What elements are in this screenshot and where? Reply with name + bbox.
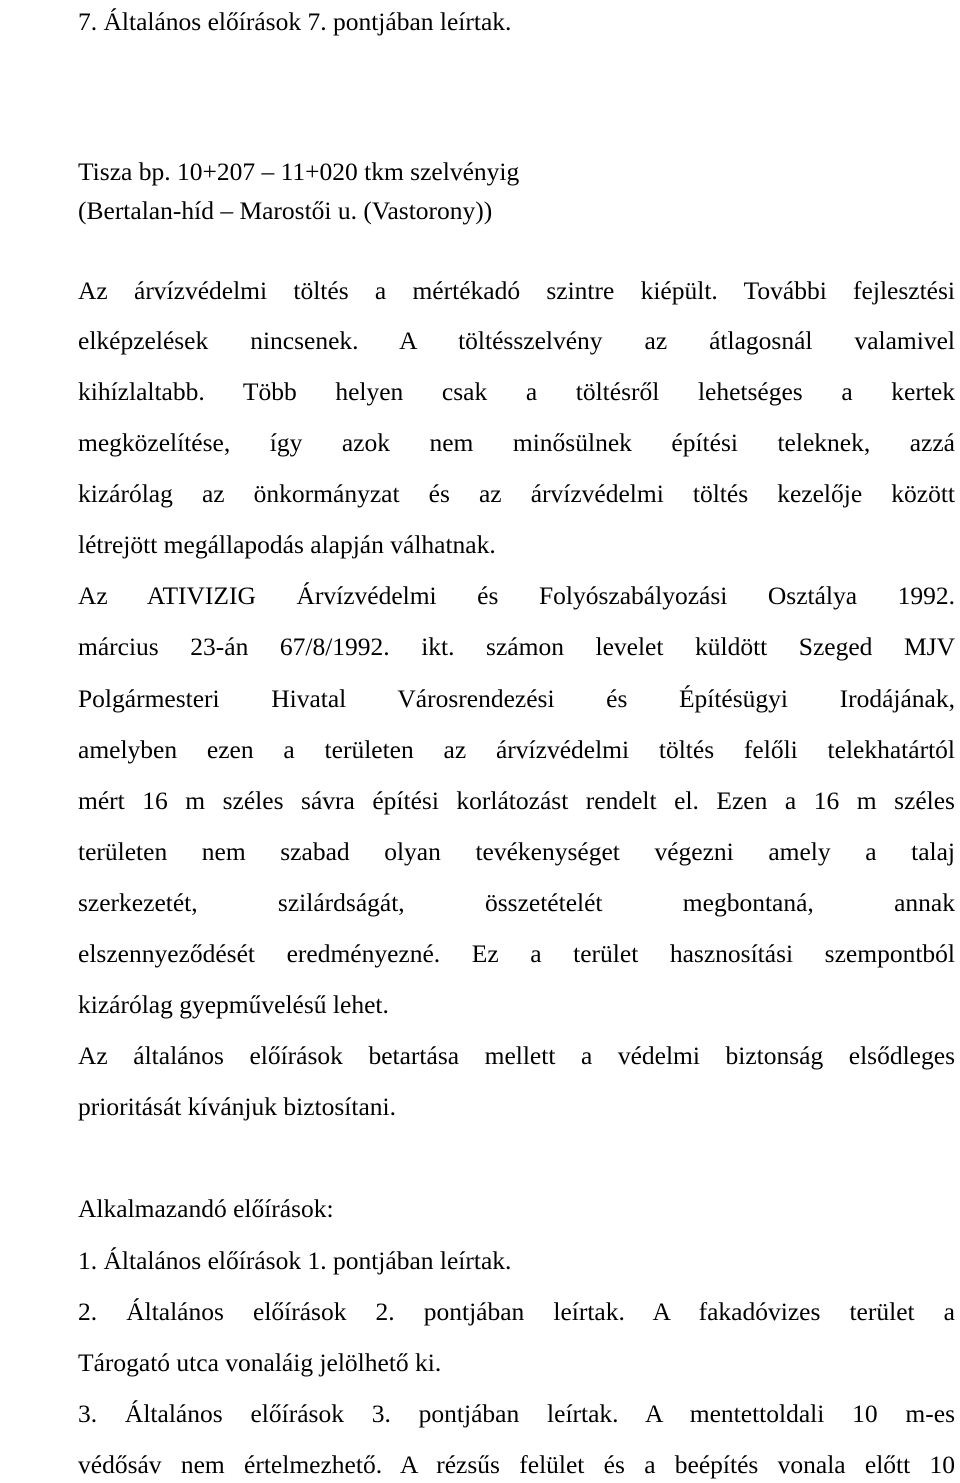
paragraph-line: mért 16 m széles sávra építési korlátozást rendelt el. Ezen a 16 m széles xyxy=(78,786,955,815)
paragraph-line: kizárólag gyepművelésű lehet. xyxy=(78,990,389,1019)
paragraph-line: Az általános előírások betartása mellett a védelmi biztonság elsődleges xyxy=(78,1041,955,1070)
paragraph-line: amelyben ezen a területen az árvízvédelmi töltés felőli telekhatártól xyxy=(78,735,955,764)
paragraph-line: szerkezetét, szilárdságát, összetételét megbontaná, annak xyxy=(78,888,955,917)
list-item-3-line: védősáv nem értelmezhető. A rézsűs felület és a beépítés vonala előtt 10 xyxy=(78,1450,955,1479)
subheading: Alkalmazandó előírások: xyxy=(78,1194,334,1223)
paragraph-line: március 23-án 67/8/1992. ikt. számon levelet küldött Szeged MJV xyxy=(78,632,955,661)
list-item-3-line: 3. Általános előírások 3. pontjában leírtak. A mentettoldali 10 m-es xyxy=(78,1399,955,1428)
list-item-2-line: 2. Általános előírások 2. pontjában leírtak. A fakadóvizes terület a xyxy=(78,1297,955,1326)
list-item-7: 7. Általános előírások 7. pontjában leírtak. xyxy=(78,7,512,36)
section-title-line-1: Tisza bp. 10+207 – 11+020 tkm szelvényig xyxy=(78,157,520,186)
paragraph-line: megközelítése, így azok nem minősülnek építési teleknek, azzá xyxy=(78,428,955,457)
section-title-line-2: (Bertalan-híd – Marostői u. (Vastorony)) xyxy=(78,196,493,225)
paragraph-line: kihízlaltabb. Több helyen csak a töltésről lehetséges a kertek xyxy=(78,377,955,406)
paragraph-line: létrejött megállapodás alapján válhatnak. xyxy=(78,530,496,559)
paragraph-line: Az ATIVIZIG Árvízvédelmi és Folyószabályozási Osztálya 1992. xyxy=(78,581,955,610)
paragraph-line: Az árvízvédelmi töltés a mértékadó szintre kiépült. További fejlesztési xyxy=(78,276,955,305)
paragraph-line: prioritását kívánjuk biztosítani. xyxy=(78,1092,396,1121)
list-item-1: 1. Általános előírások 1. pontjában leírtak. xyxy=(78,1246,512,1275)
paragraph-line: elképzelések nincsenek. A töltésszelvény az átlagosnál valamivel xyxy=(78,326,955,355)
list-item-2-line: Tárogató utca vonaláig jelölhető ki. xyxy=(78,1348,442,1377)
paragraph-line: Polgármesteri Hivatal Városrendezési és Építésügyi Irodájának, xyxy=(78,684,955,713)
paragraph-line: kizárólag az önkormányzat és az árvízvédelmi töltés kezelője között xyxy=(78,479,955,508)
paragraph-line: területen nem szabad olyan tevékenységet végezni amely a talaj xyxy=(78,837,955,866)
paragraph-line: elszennyeződését eredményezné. Ez a terület hasznosítási szempontból xyxy=(78,939,955,968)
